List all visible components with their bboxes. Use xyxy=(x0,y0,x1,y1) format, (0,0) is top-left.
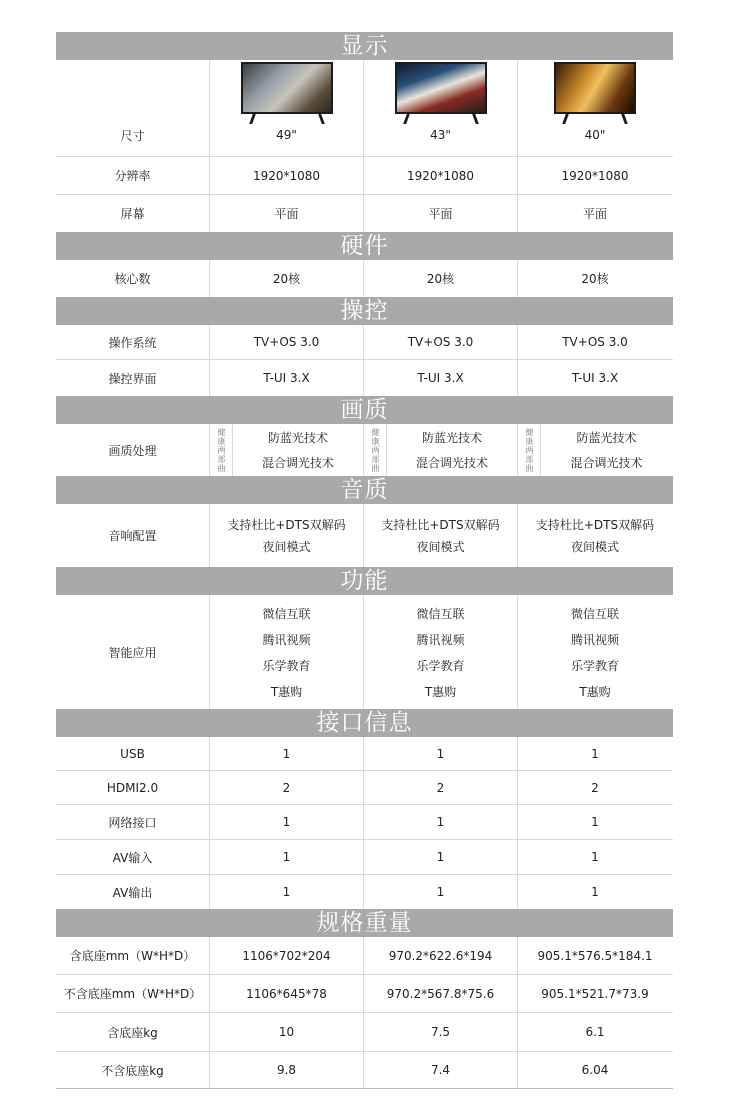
row-label-audio: 音响配置 xyxy=(56,504,210,567)
row-label-usb: USB xyxy=(56,737,210,770)
spec-table xyxy=(56,32,673,1089)
feature-line: 支持杜比+DTS双解码 xyxy=(535,518,655,532)
row-label-av-out: AV输出 xyxy=(56,875,210,909)
resolution-value-2: 1920*1080 xyxy=(364,157,518,194)
feature-line: 腾讯视频 xyxy=(570,632,619,647)
section-header-specs: 规格重量 xyxy=(56,909,673,937)
row-label-hdmi: HDMI2.0 xyxy=(56,771,210,804)
row-label-network: 网络接口 xyxy=(56,805,210,839)
screen-value-2: 平面 xyxy=(364,195,518,232)
av-in-value-2: 1 xyxy=(364,840,518,874)
ui-value-2: T-UI 3.X xyxy=(364,360,518,396)
feature-line: 乐学教育 xyxy=(416,658,465,673)
picture-processing-cell-3 xyxy=(518,424,672,476)
av-in-value-1: 1 xyxy=(210,840,364,874)
size-cell-2 xyxy=(364,60,518,156)
table-row-os xyxy=(56,325,673,360)
smart-cell-2 xyxy=(364,595,518,709)
av-in-value-3: 1 xyxy=(591,850,599,864)
table-row-hdmi xyxy=(56,771,673,805)
cores-value-1: 20核 xyxy=(210,260,364,297)
av-out-value-2: 1 xyxy=(364,875,518,909)
picture-processing-cell-2 xyxy=(364,424,518,476)
ui-value-1: T-UI 3.X xyxy=(210,360,364,396)
feature-line: 防蓝光技术 xyxy=(576,431,637,445)
feature-line: T惠购 xyxy=(424,684,457,699)
table-row-dim-without-base xyxy=(56,975,673,1013)
feature-line: 微信互联 xyxy=(262,606,311,621)
smart-cell-3 xyxy=(518,595,672,709)
audio-cell-1 xyxy=(210,504,364,567)
row-label-screen: 屏幕 xyxy=(56,195,210,232)
tv-image-43 xyxy=(395,62,487,124)
table-row-screen xyxy=(56,195,673,232)
usb-value-2: 1 xyxy=(364,737,518,770)
size-value-1: 49" xyxy=(276,128,297,142)
feature-line: 微信互联 xyxy=(416,606,465,621)
row-label-weight-with-base: 含底座kg xyxy=(56,1013,210,1051)
cores-value-2: 20核 xyxy=(364,260,518,297)
audio-cell-2 xyxy=(364,504,518,567)
table-row-dim-with-base xyxy=(56,937,673,975)
weight-with-base-value-1: 10 xyxy=(210,1013,364,1051)
section-header-hardware: 硬件 xyxy=(56,232,673,260)
row-label-weight-without-base: 不含底座kg xyxy=(56,1052,210,1088)
section-header-sound: 音质 xyxy=(56,476,673,504)
feature-line: 混合调光技术 xyxy=(261,456,334,470)
audio-cell-3 xyxy=(518,504,672,567)
os-value-2: TV+OS 3.0 xyxy=(364,325,518,359)
dim-with-base-value-2: 970.2*622.6*194 xyxy=(364,937,518,974)
feature-line: T惠购 xyxy=(270,684,303,699)
os-value-1: TV+OS 3.0 xyxy=(210,325,364,359)
table-row-usb xyxy=(56,737,673,771)
side-label: 健康两部曲 xyxy=(364,424,387,476)
section-header-features: 功能 xyxy=(56,567,673,595)
table-row-resolution xyxy=(56,157,673,195)
table-row-av-out xyxy=(56,875,673,909)
screen-value-3: 平面 xyxy=(582,207,607,221)
weight-with-base-value-2: 7.5 xyxy=(364,1013,518,1051)
usb-value-3: 1 xyxy=(591,746,599,761)
size-cell-3 xyxy=(518,60,672,156)
feature-line: 夜间模式 xyxy=(416,540,465,554)
av-out-value-3: 1 xyxy=(591,885,599,899)
weight-without-base-value-3: 6.04 xyxy=(581,1063,609,1077)
feature-line: 乐学教育 xyxy=(570,658,619,673)
resolution-value-3: 1920*1080 xyxy=(561,168,629,183)
row-label-dim-with-base: 含底座mm（W*H*D） xyxy=(56,937,210,974)
tv-image-49 xyxy=(241,62,333,124)
weight-without-base-value-2: 7.4 xyxy=(364,1052,518,1088)
size-cell-1 xyxy=(210,60,364,156)
feature-line: 支持杜比+DTS双解码 xyxy=(381,518,500,532)
side-label: 健康两部曲 xyxy=(210,424,233,476)
weight-without-base-value-1: 9.8 xyxy=(210,1052,364,1088)
section-header-display: 显示 xyxy=(56,32,673,60)
dim-without-base-value-3: 905.1*521.7*73.9 xyxy=(541,986,649,1001)
section-header-ports: 接口信息 xyxy=(56,709,673,737)
feature-line: 夜间模式 xyxy=(262,540,311,554)
feature-line: T惠购 xyxy=(579,684,611,699)
table-row-av-in xyxy=(56,840,673,875)
row-label-cores: 核心数 xyxy=(56,260,210,297)
feature-line: 防蓝光技术 xyxy=(421,431,482,445)
tv-image-40 xyxy=(554,62,636,124)
feature-line: 支持杜比+DTS双解码 xyxy=(227,518,346,532)
usb-value-1: 1 xyxy=(210,737,364,770)
dim-without-base-value-2: 970.2*567.8*75.6 xyxy=(364,975,518,1012)
row-label-size: 尺寸 xyxy=(56,60,210,156)
row-label-resolution: 分辨率 xyxy=(56,157,210,194)
av-out-value-1: 1 xyxy=(210,875,364,909)
table-row-picture-processing xyxy=(56,424,673,476)
table-row-ui xyxy=(56,360,673,396)
hdmi-value-2: 2 xyxy=(364,771,518,804)
row-label-av-in: AV输入 xyxy=(56,840,210,874)
section-header-picture: 画质 xyxy=(56,396,673,424)
dim-with-base-value-3: 905.1*576.5*184.1 xyxy=(537,948,653,963)
table-row-weight-without-base xyxy=(56,1052,673,1089)
table-row-audio xyxy=(56,504,673,567)
feature-line: 混合调光技术 xyxy=(415,456,488,470)
table-row-smart xyxy=(56,595,673,709)
feature-line: 夜间模式 xyxy=(570,540,619,554)
feature-line: 防蓝光技术 xyxy=(267,431,328,445)
size-value-2: 43" xyxy=(430,128,451,142)
dim-without-base-value-1: 1106*645*78 xyxy=(210,975,364,1012)
smart-cell-1 xyxy=(210,595,364,709)
weight-with-base-value-3: 6.1 xyxy=(585,1025,605,1039)
table-row-weight-with-base xyxy=(56,1013,673,1052)
section-header-control: 操控 xyxy=(56,297,673,325)
network-value-1: 1 xyxy=(210,805,364,839)
resolution-value-1: 1920*1080 xyxy=(210,157,364,194)
ui-value-3: T-UI 3.X xyxy=(571,371,619,385)
feature-line: 混合调光技术 xyxy=(570,456,643,470)
cores-value-3: 20核 xyxy=(581,272,609,286)
feature-line: 乐学教育 xyxy=(262,658,311,673)
row-label-picture-processing: 画质处理 xyxy=(56,424,210,476)
picture-processing-cell-1 xyxy=(210,424,364,476)
feature-line: 腾讯视频 xyxy=(262,632,311,647)
table-row-network xyxy=(56,805,673,840)
network-value-2: 1 xyxy=(364,805,518,839)
screen-value-1: 平面 xyxy=(210,195,364,232)
dim-with-base-value-1: 1106*702*204 xyxy=(210,937,364,974)
hdmi-value-3: 2 xyxy=(591,780,599,795)
table-row-cores xyxy=(56,260,673,297)
row-label-ui: 操控界面 xyxy=(56,360,210,396)
row-label-dim-without-base: 不含底座mm（W*H*D） xyxy=(56,975,210,1012)
network-value-3: 1 xyxy=(591,815,599,829)
feature-line: 微信互联 xyxy=(570,606,619,621)
row-label-smart: 智能应用 xyxy=(56,595,210,709)
row-label-os: 操作系统 xyxy=(56,325,210,359)
side-label: 健康两部曲 xyxy=(518,424,541,476)
hdmi-value-1: 2 xyxy=(210,771,364,804)
size-value-3: 40" xyxy=(584,128,606,142)
table-row-size xyxy=(56,60,673,157)
os-value-3: TV+OS 3.0 xyxy=(562,335,628,349)
feature-line: 腾讯视频 xyxy=(416,632,465,647)
